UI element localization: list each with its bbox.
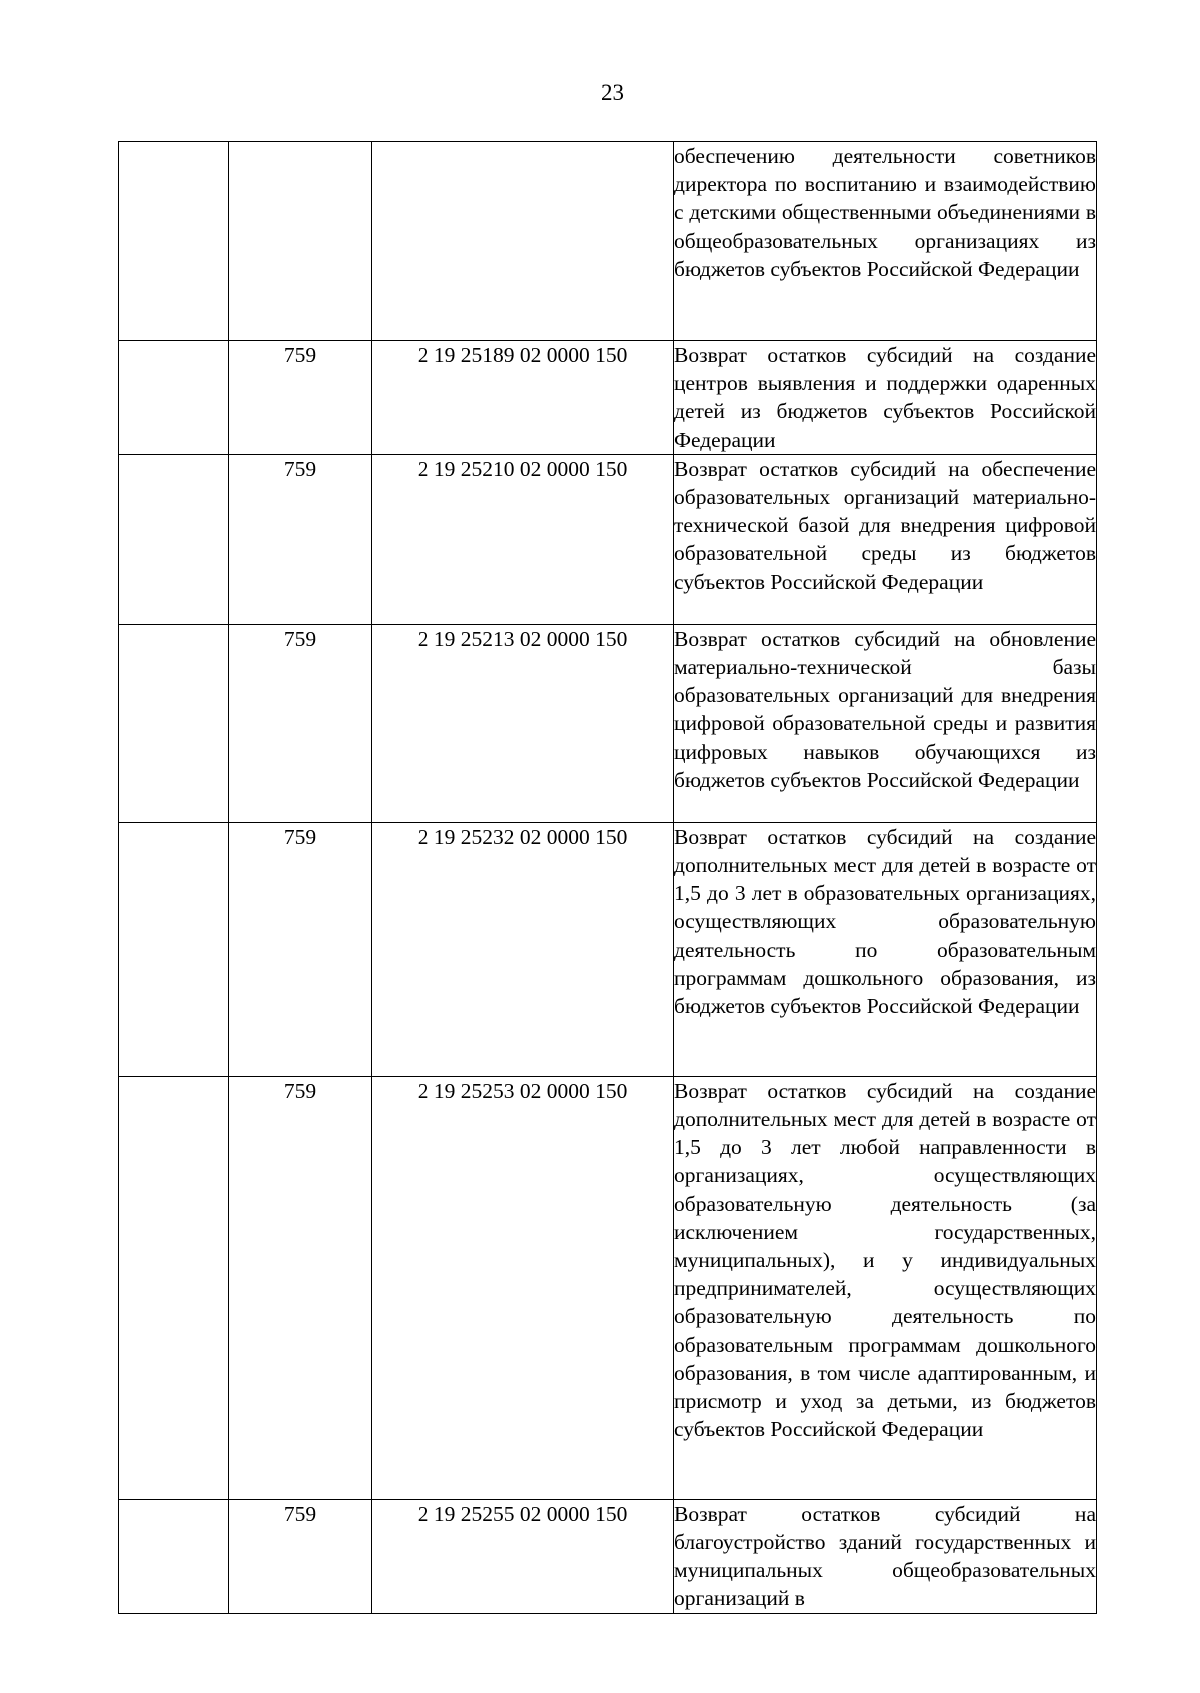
- budget-code: 2 19 25232 02 0000 150: [372, 822, 674, 1076]
- budget-code: 2 19 25253 02 0000 150: [372, 1076, 674, 1499]
- admin-code: 759: [229, 454, 372, 624]
- empty-cell: [119, 822, 229, 1076]
- empty-cell: [119, 454, 229, 624]
- income-name: Возврат остатков субсидий на обеспечение образовательных организаций материально-технической базой для внедрения цифровой образовательной среды из бюджетов субъектов Российской Федерации: [674, 454, 1097, 624]
- empty-cell: [119, 341, 229, 455]
- income-name: Возврат остатков субсидий на создание дополнительных мест для детей в возрасте от 1,5 до 3 лет любой направленности в организациях, осуществляющих образовательную деятельность (за исключением государственных, муниципальных), и у индивидуальных предпринимателей, осуществляющих образовательную деятельность по образовательным программам дошкольного образования, в том числе адаптированным, и присмотр и уход за детьми, из бюджетов субъектов Российской Федерации: [674, 1076, 1097, 1499]
- table-row: [119, 341, 1097, 455]
- admin-code: 759: [229, 624, 372, 822]
- income-name: Возврат остатков субсидий на обновление материально-технической базы образовательных организаций для внедрения цифровой образовательной среды и развития цифровых навыков обучающихся из бюджетов субъектов Российской Федерации: [674, 624, 1097, 822]
- empty-cell: [119, 1499, 229, 1613]
- income-name: Возврат остатков субсидий на создание дополнительных мест для детей в возрасте от 1,5 до 3 лет в образовательных организациях, осуществляющих образовательную деятельность по образовательным программам дошкольного образования, из бюджетов субъектов Российской Федерации: [674, 822, 1097, 1076]
- budget-code: 2 19 25210 02 0000 150: [372, 454, 674, 624]
- income-name: обеспечению деятельности советников директора по воспитанию и взаимодействию с детскими общественными объединениями в общеобразовательных организациях из бюджетов субъектов Российской Федерации: [674, 142, 1097, 341]
- admin-code: 759: [229, 341, 372, 455]
- budget-code: 2 19 25213 02 0000 150: [372, 624, 674, 822]
- table-row: [119, 454, 1097, 624]
- budget-code: 2 19 25189 02 0000 150: [372, 341, 674, 455]
- income-name: Возврат остатков субсидий на благоустройство зданий государственных и муниципальных общеобразовательных организаций в: [674, 1499, 1097, 1613]
- admin-code: 759: [229, 822, 372, 1076]
- admin-code: 759: [229, 1076, 372, 1499]
- table-row: [119, 822, 1097, 1076]
- page-number: 23: [601, 80, 624, 105]
- budget-code: [372, 142, 674, 341]
- table-row: [119, 1499, 1097, 1613]
- budget-codes-table: [118, 141, 1097, 1614]
- table-row: [119, 142, 1097, 341]
- admin-code: [229, 142, 372, 341]
- table-row: [119, 1076, 1097, 1499]
- budget-code: 2 19 25255 02 0000 150: [372, 1499, 674, 1613]
- income-name: Возврат остатков субсидий на создание центров выявления и поддержки одаренных детей из бюджетов субъектов Российской Федерации: [674, 341, 1097, 455]
- empty-cell: [119, 142, 229, 341]
- admin-code: 759: [229, 1499, 372, 1613]
- empty-cell: [119, 1076, 229, 1499]
- table-row: [119, 624, 1097, 822]
- empty-cell: [119, 624, 229, 822]
